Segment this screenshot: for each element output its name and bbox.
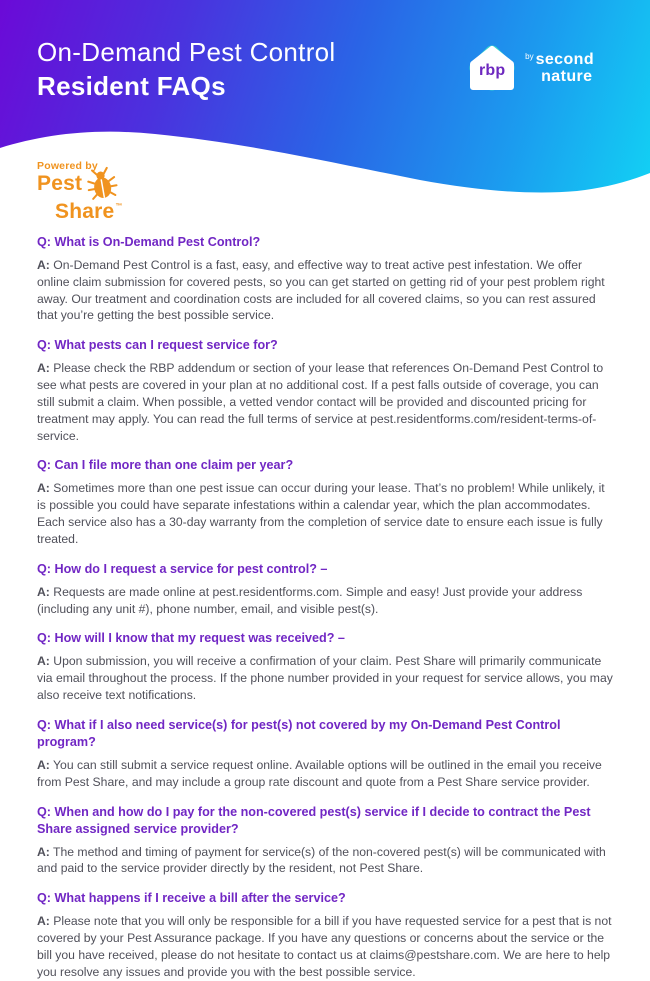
faq-question: Q: What is On-Demand Pest Control? — [37, 235, 261, 249]
faq-answer — [37, 653, 614, 703]
answer-prefix: A: — [37, 914, 50, 929]
faq-question: Q: What if I also need service(s) for pest(s) not covered by my On-Demand Pest Control program? — [37, 717, 561, 749]
faq-question: Q: How will I know that my request was received? – — [37, 631, 345, 646]
faq-answer — [37, 913, 614, 980]
bug-icon — [87, 167, 117, 201]
by-label: by — [525, 51, 534, 61]
faq-item — [37, 457, 614, 547]
answer-text: You can still submit a service request online. Available options will be outlined in the email you receive from Pest Share, and may include a group rate discount and quote from a Pest Share service provider. — [37, 757, 602, 789]
answer-prefix: A: — [37, 481, 50, 496]
header-titles — [37, 38, 336, 102]
rbp-second-nature-logo — [468, 44, 594, 92]
trademark-symbol: ™ — [115, 203, 123, 210]
document-title: On-Demand Pest Control — [37, 37, 336, 67]
faq-item — [37, 630, 614, 703]
rbp-logo-text: rbp — [478, 61, 506, 79]
faq-answer — [37, 584, 614, 618]
second-nature-line1: second — [535, 50, 594, 68]
pest-share-logo — [37, 160, 122, 222]
answer-prefix: A: — [37, 361, 50, 376]
faq-answer — [37, 757, 614, 791]
answer-prefix: A: — [37, 757, 50, 772]
faq-item — [37, 234, 614, 324]
faq-answer — [37, 257, 614, 324]
faq-item — [37, 804, 614, 878]
faq-question: Q: What happens if I receive a bill after the service? — [37, 891, 346, 906]
pest-share-word2: Share — [55, 200, 115, 223]
answer-prefix: A: — [37, 584, 50, 599]
answer-text: Requests are made online at pest.residentforms.com. Simple and easy! Just provide your address (including any unit #), phone number, email, and visible pest(s). — [37, 584, 583, 616]
document-subtitle: Resident FAQs — [37, 70, 226, 101]
second-nature-line2: nature — [541, 67, 593, 85]
faq-item — [37, 337, 614, 444]
faq-question: Q: What pests can I request service for? — [37, 338, 278, 353]
rbp-logo-badge — [468, 44, 516, 92]
answer-text: Upon submission, you will receive a confirmation of your claim. Pest Share will primarily communicate via email throughout the process. If the phone number provided in your request for service allows, you may also receive text notifications. — [37, 654, 613, 703]
powered-by-label: Powered by — [37, 160, 98, 172]
faq-item — [37, 717, 614, 791]
faq-answer — [37, 480, 614, 547]
answer-text: Please note that you will only be responsible for a bill if you have requested service for a pest that is not covered by your Pest Assurance package. If you have any questions or concerns about the service or the bill you have received, please do not hesitate to contact us at claims@pestshare.com. We are here to help you resolve any issues and provide you with the best possible service. — [37, 914, 612, 979]
faq-question: Q: How do I request a service for pest control? – — [37, 561, 328, 576]
answer-text: On-Demand Pest Control is a fast, easy, and effective way to treat active pest infestation. We offer online claim submission for covered pests, so you can get started on getting rid of your pest problem right away. Our treatment and coordination costs are included for all covered claims, so you can rest assured that you’re getting the best possible service. — [37, 258, 605, 323]
faq-question: Q: When and how do I pay for the non-covered pest(s) service if I decide to contract the Pest Share assigned service provider? — [37, 804, 591, 836]
second-nature-wordmark — [525, 52, 594, 85]
answer-prefix: A: — [37, 654, 50, 669]
faq-list — [0, 212, 650, 981]
answer-prefix: A: — [37, 844, 50, 859]
answer-text: Please check the RBP addendum or section of your lease that references On-Demand Pest Control to see what pests are covered in your plan at no additional cost. If a pest falls outside of coverage, you can still submit a claim. When possible, a vetted vendor contact will be provided and discounted pricing for treatment may apply. You can read the full terms of service at pest.residentforms.com/resident-terms-of-service. — [37, 361, 604, 443]
faq-answer — [37, 360, 614, 444]
faq-item — [37, 890, 614, 980]
header-banner — [0, 0, 650, 223]
faq-question: Q: Can I file more than one claim per year? — [37, 458, 294, 473]
answer-text: The method and timing of payment for service(s) of the non-covered pest(s) will be communicated with and paid to the service provider directly by the resident, not Pest Share. — [37, 844, 606, 876]
faq-item — [37, 561, 614, 618]
pest-share-word1: Pest — [37, 172, 83, 195]
answer-text: Sometimes more than one pest issue can occur during your lease. That’s no problem! While unlikely, it is possible you could have separate infestations within a calendar year, which the plan accommodates. Each service also has a 30-day warranty from the completion of service date to ensure each issue is fully treated. — [37, 481, 605, 546]
answer-prefix: A: — [37, 258, 50, 272]
faq-answer — [37, 844, 614, 878]
